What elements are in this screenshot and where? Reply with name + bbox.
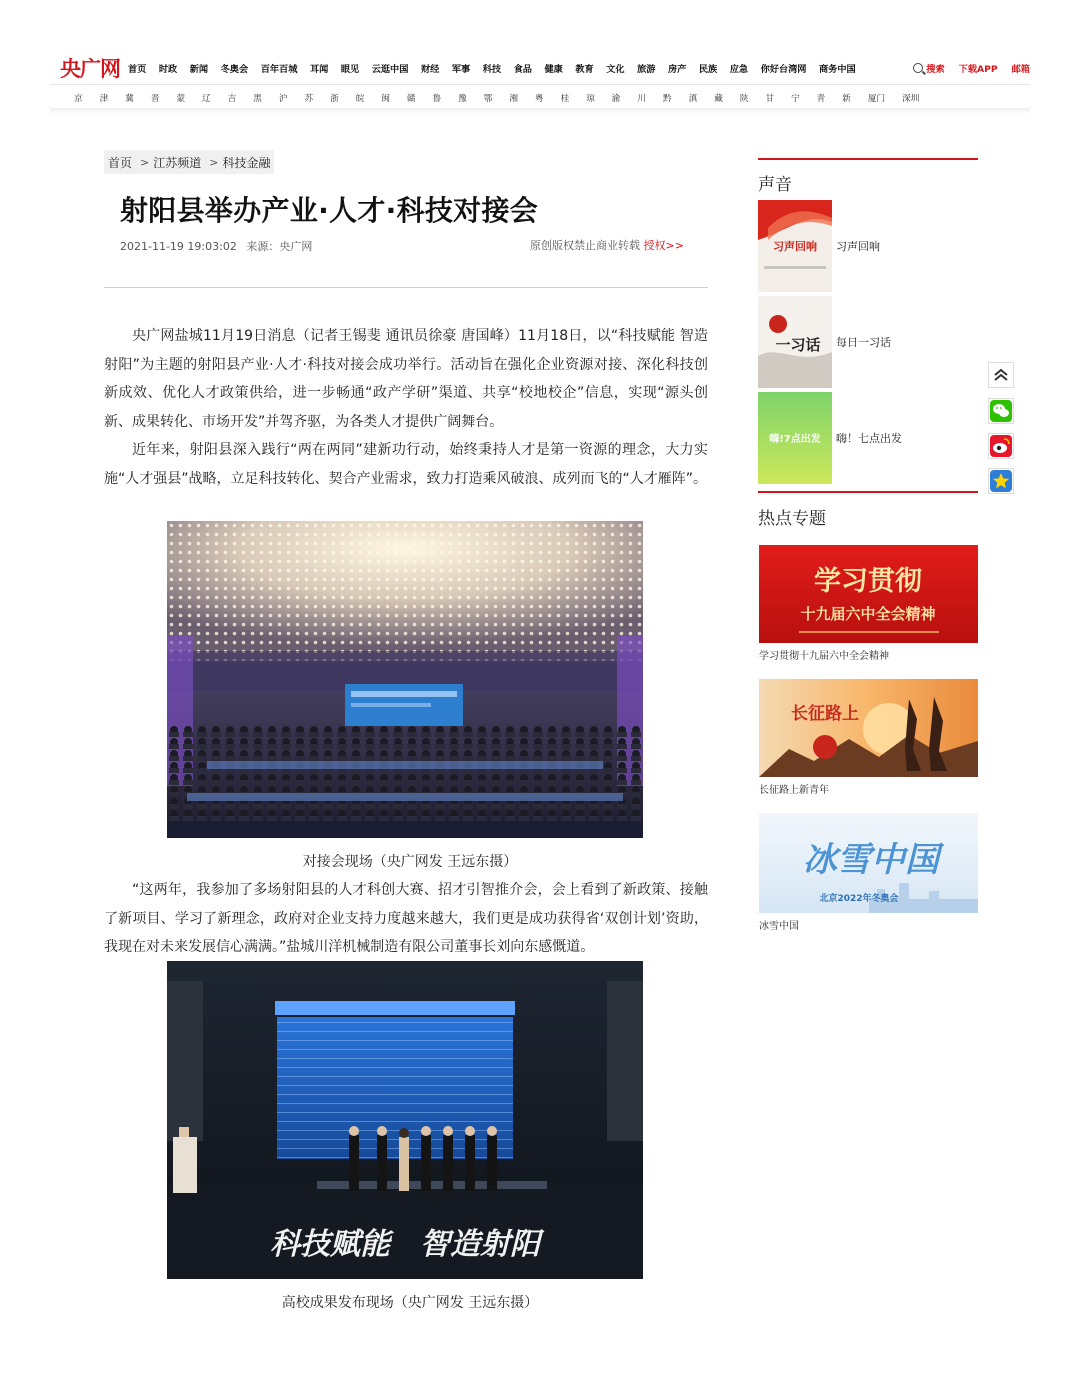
search-icon (913, 63, 923, 73)
back-to-top-button[interactable] (988, 362, 1014, 388)
nav-item[interactable]: 旅游 (637, 64, 656, 75)
region-item[interactable]: 湘 (509, 94, 518, 104)
region-item[interactable]: 甘 (765, 94, 775, 104)
share-qzone-button[interactable] (988, 468, 1014, 494)
region-item[interactable]: 陕 (739, 94, 749, 104)
region-item[interactable]: 皖 (355, 94, 365, 104)
region-item[interactable]: 鲁 (432, 94, 442, 104)
stage-slogan: 科技赋能 智造射阳 (270, 1227, 540, 1262)
nav-item[interactable]: 新闻 (189, 64, 209, 75)
nav-item[interactable]: 冬奥会 (220, 64, 249, 75)
photo-conference-hall (167, 521, 643, 838)
double-chevron-up-icon (992, 366, 1010, 384)
voice-thumb-3-text: 嗨!7点出发 (769, 434, 821, 445)
topics-section-title: 热点专题 (758, 509, 826, 529)
breadcrumb (104, 150, 274, 174)
weibo-icon (990, 435, 1012, 457)
nav-item[interactable]: 应急 (729, 64, 749, 75)
authorize-link[interactable]: 授权>> (643, 239, 684, 252)
nav-item[interactable]: 科技 (482, 64, 502, 75)
region-item[interactable]: 藏 (714, 94, 723, 104)
article-paragraph-2: 近年来，射阳县深入践行“两在两同”建新功行动，始终秉持人才是第一资源的理念，大力实施“人才强县”战略，立足科技转化、契合产业需求，致力打造乘风破浪、成列而飞的“人才雁阵”。 (104, 442, 708, 487)
article-meta (120, 238, 318, 254)
region-item[interactable]: 豫 (458, 94, 467, 104)
region-item[interactable]: 黑 (253, 94, 262, 104)
nav-item[interactable]: 云逛中国 (371, 64, 409, 75)
region-item[interactable]: 黔 (663, 94, 672, 104)
voice-thumb-2 (758, 296, 832, 388)
region-item[interactable]: 辽 (202, 94, 211, 104)
region-item[interactable]: 苏 (304, 94, 314, 104)
region-item[interactable]: 琼 (586, 94, 595, 104)
voice-section-bar (758, 158, 978, 160)
photo-achievement-release (167, 961, 643, 1279)
qzone-star-icon (990, 470, 1012, 492)
photo-2-caption: 高校成果发布现场（央广网发 王远东摄） (281, 1295, 539, 1311)
region-item[interactable]: 粤 (534, 94, 544, 104)
voice-thumb-1-text: 习声回响 (773, 240, 817, 253)
voice-thumb-3 (758, 392, 832, 484)
conference-hall-image (167, 521, 643, 838)
article-paragraph-3: “这两年，我参加了多场射阳县的人才科创大赛、招才引智推介会，会上看到了新政策、接触了新项目、学习了新理念，政府对企业支持力度越来越大，我们更是成功获得省‘双创计划’资助，我现在对未来发展信心满满。”盐城川洋机械制造有限公司董事长刘向东感慨道。 (104, 882, 708, 955)
topics-section-bar (758, 491, 978, 493)
voice-item-2-label: 每日一习话 (836, 336, 891, 349)
photo-1-caption: 对接会现场（央广网发 王远东摄） (302, 854, 518, 870)
search-label: 搜索 (926, 64, 945, 75)
voice-item-1[interactable] (758, 200, 978, 292)
region-item[interactable]: 新 (842, 94, 851, 104)
voice-item-1-label: 习声回响 (836, 240, 880, 253)
voice-thumb-2-text: 一习话 (775, 336, 821, 354)
nav-item[interactable]: 食品 (513, 64, 532, 75)
main-nav (128, 61, 913, 75)
region-item[interactable]: 津 (99, 94, 109, 104)
region-item[interactable]: 青 (816, 94, 826, 104)
region-item[interactable]: 晋 (150, 94, 160, 104)
voice-item-3[interactable] (758, 392, 978, 484)
nav-item[interactable]: 民族 (698, 64, 718, 75)
nav-item[interactable]: 百年百城 (260, 64, 298, 75)
nav-item[interactable]: 你好台湾网 (760, 64, 807, 75)
nav-item[interactable]: 房产 (667, 64, 687, 75)
topic-item-3[interactable] (759, 813, 978, 932)
region-item[interactable]: 浙 (330, 94, 339, 104)
region-item[interactable]: 沪 (278, 94, 288, 104)
region-item[interactable]: 冀 (125, 94, 134, 104)
download-app-link[interactable]: 下载APP (958, 64, 998, 75)
region-item[interactable]: 吉 (227, 94, 237, 104)
topic-item-3-label: 冰雪中国 (759, 921, 799, 932)
region-item[interactable]: 京 (74, 94, 83, 104)
voice-section-title: 声音 (758, 175, 792, 195)
nav-item[interactable]: 耳闻 (309, 64, 329, 75)
nav-item[interactable]: 眼见 (340, 64, 360, 75)
region-nav (50, 88, 1030, 108)
nav-item[interactable]: 首页 (128, 64, 147, 75)
article-title: 射阳县举办产业·人才·科技对接会 (120, 194, 539, 227)
share-wechat-button[interactable] (988, 398, 1014, 424)
nav-divider (50, 84, 1030, 85)
wechat-icon (990, 400, 1012, 422)
nav-item[interactable]: 教育 (575, 64, 594, 75)
nav-item[interactable]: 商务中国 (819, 64, 856, 75)
copyright-text: 原创版权禁止商业转载 (530, 239, 640, 252)
article-paragraph-1: 央广网盐城11月19日消息（记者王锡斐 通讯员徐豪 唐国峰）11月18日，以“科技赋能 智造射阳”为主题的射阳县产业·人才·科技对接会成功举行。活动旨在强化企业资源对接、深化科技创新成效、优化人才政策供给，进一步畅通“政产学研”渠道、共享“校地校企”信息，实现“源头创新、成果转化、市场开发”并驾齐驱，为各类人才提供广阔舞台。 (104, 328, 708, 430)
voice-item-3-label: 嗨！七点出发 (836, 432, 902, 445)
achievement-release-image (167, 961, 643, 1279)
breadcrumb-home[interactable]: 首页 (108, 155, 133, 170)
region-nav-shadow (50, 108, 1030, 114)
topic-item-1-label: 学习贯彻十九届六中全会精神 (759, 651, 889, 662)
site-logo[interactable]: 央广网 (60, 57, 120, 81)
breadcrumb-separator: > (140, 155, 150, 169)
topic-1-banner-subtitle: 十九届六中全会精神 (800, 605, 936, 623)
topic-item-1[interactable] (759, 545, 978, 662)
nav-item[interactable]: 时政 (158, 64, 178, 75)
nav-item[interactable]: 军事 (451, 64, 471, 75)
region-item[interactable]: 桂 (560, 94, 570, 104)
copyright-notice (530, 237, 684, 253)
nav-item[interactable]: 文化 (606, 64, 625, 75)
article-divider (104, 287, 708, 288)
region-item[interactable]: 深圳 (902, 94, 920, 104)
voice-item-2[interactable] (758, 296, 978, 388)
region-item[interactable]: 渝 (611, 94, 621, 104)
region-item[interactable]: 赣 (406, 94, 416, 104)
topic-3-banner-title: 冰雪中国 (803, 840, 939, 880)
breadcrumb-jiangsu[interactable]: 江苏频道 (153, 155, 202, 170)
share-weibo-button[interactable] (988, 433, 1014, 459)
region-item[interactable]: 鄂 (483, 94, 493, 104)
topic-2-banner-title: 长征路上 (791, 704, 859, 724)
nav-item[interactable]: 财经 (420, 64, 440, 75)
mail-link[interactable]: 邮箱 (1011, 64, 1030, 75)
region-item[interactable]: 川 (637, 94, 647, 104)
topic-1-banner-title: 学习贯彻 (814, 566, 922, 597)
breadcrumb-separator: > (209, 155, 219, 169)
region-item[interactable]: 滇 (688, 94, 698, 104)
voice-thumb-1 (758, 200, 832, 292)
breadcrumb-tech-finance[interactable]: 科技金融 (222, 155, 271, 170)
article-source: 来源：央广网 (246, 240, 313, 253)
search-link[interactable] (913, 61, 958, 75)
region-item[interactable]: 蒙 (176, 94, 186, 104)
topic-banner-1 (759, 545, 978, 643)
topic-banner-3 (759, 813, 978, 913)
topic-item-2-label: 长征路上新青年 (759, 785, 829, 796)
topic-item-2[interactable] (759, 679, 978, 796)
region-item[interactable]: 厦门 (867, 94, 886, 104)
nav-item[interactable]: 健康 (544, 64, 563, 75)
publish-date: 2021-11-19 19:03:02 (120, 240, 237, 253)
topic-banner-2 (759, 679, 978, 777)
region-item[interactable]: 宁 (791, 94, 800, 104)
top-navigation (60, 52, 1030, 84)
topic-3-banner-subtitle: 北京2022年冬奥会 (819, 894, 899, 904)
region-item[interactable]: 闽 (381, 94, 390, 104)
